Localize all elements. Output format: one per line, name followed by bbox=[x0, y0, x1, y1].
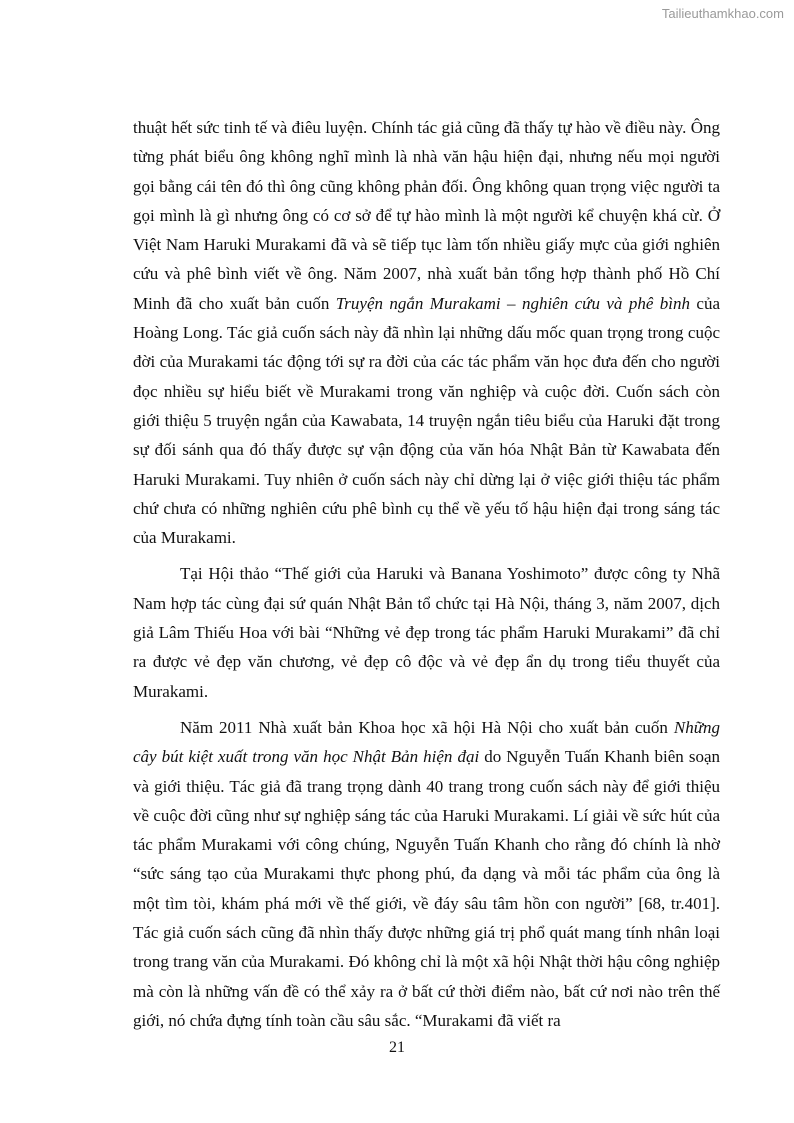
watermark-text: Tailieuthamkhao.com bbox=[661, 6, 784, 21]
paragraph-3-run-3: do Nguyễn Tuấn Khanh biên soạn và giới thiệu. Tác giả đã trang trọng dành 40 trang trong cuốn sách này để giới thiệu về cuộc đời cũng như sự nghiệp sáng tác của Haruki Murakami. Lí giải về sức hút của tác phẩm Murakami với công chúng, Nguyễn Tuấn Khanh cho rằng đó chính là nhờ “sức sáng tạo của Murakami thực phong phú, đa dạng và mỗi tác phẩm của ông là một tìm tòi, khám phá mới về thế giới, về đáy sâu tâm hồn con người” [68, tr.401]. Tác giả cuốn sách cũng đã nhìn thấy được những giá trị phổ quát mang tính nhân loại trong trang văn của Murakami. Đó không chỉ là một xã hội Nhật thời hậu công nghiệp mà còn là những vấn đề có thể xảy ra ở bất cứ thời điểm nào, bất cứ nơi nào trên thế giới, nó chứa đựng tính toàn cầu sâu sắc. “Murakami đã viết ra bbox=[133, 747, 721, 1030]
page-number: 21 bbox=[389, 1039, 405, 1056]
book-title-nhung-cay-but: Những cây bút kiệt xuất trong văn học Nhật Bản hiện đại bbox=[133, 717, 720, 767]
paragraph-3 bbox=[133, 713, 720, 1035]
paragraph-1 bbox=[133, 113, 720, 552]
book-title-truyen-ngan-murakami: Truyện ngắn Murakami – nghiên cứu và phê bình bbox=[335, 293, 690, 313]
paragraph-2-run-1: Tại Hội thảo “Thế giới của Haruki và Banana Yoshimoto” được công ty Nhã Nam hợp tác cùng đại sứ quán Nhật Bản tổ chức tại Hà Nội, tháng 3, năm 2007, dịch giả Lâm Thiếu Hoa với bài “Những vẻ đẹp trong tác phẩm Haruki Murakami” đã chỉ ra được vẻ đẹp văn chương, vẻ đẹp cô độc và vẻ đẹp ẩn dụ trong tiểu thuyết của Murakami. bbox=[133, 564, 720, 701]
paragraph-3-run-1: Năm 2011 Nhà xuất bản Khoa học xã hội Hà Nội cho xuất bản cuốn bbox=[180, 717, 674, 737]
document-body bbox=[133, 113, 720, 1035]
paragraph-2 bbox=[133, 559, 720, 705]
paragraph-1-run-3: của Hoàng Long. Tác giả cuốn sách này đã nhìn lại những dấu mốc quan trọng trong cuộc đời của Murakami tác động tới sự ra đời của các tác phẩm văn học đưa đến cho người đọc nhiều sự hiểu biết về Murakami trong văn nghiệp và cuộc đời. Cuốn sách còn giới thiệu 5 truyện ngắn của Kawabata, 14 truyện ngắn tiêu biểu của Haruki đặt trong sự đối sánh qua đó thấy được sự vận động của văn hóa Nhật Bản từ Kawabata đến Haruki Murakami. Tuy nhiên ở cuốn sách này chỉ dừng lại ở việc giới thiệu tác phẩm chứ chưa có những nghiên cứu phê bình cụ thể về yếu tố hậu hiện đại trong sáng tác của Murakami. bbox=[133, 293, 721, 548]
paragraph-1-run-1: thuật hết sức tinh tế và điêu luyện. Chính tác giả cũng đã thấy tự hào về điều này. Ông từng phát biểu ông không nghĩ mình là nhà văn hậu hiện đại, nhưng nếu mọi người gọi bằng cái tên đó thì ông cũng không phản đối. Ông không quan trọng việc người ta gọi mình là gì nhưng ông có cơ sở để tự hào mình là một người kể chuyện khá cừ. Ở Việt Nam Haruki Murakami đã và sẽ tiếp tục làm tốn nhiều giấy mực của giới nghiên cứu và phê bình viết về ông. Năm 2007, nhà xuất bản tổng hợp thành phố Hồ Chí Minh đã cho xuất bản cuốn bbox=[133, 118, 720, 313]
